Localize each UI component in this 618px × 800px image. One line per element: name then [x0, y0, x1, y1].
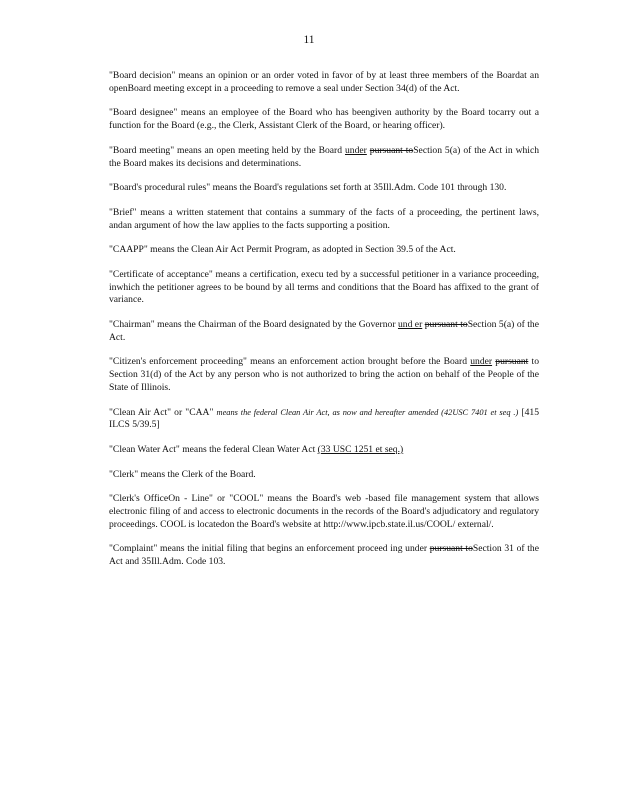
text-segment: to Section 31(d) of the Act by any person who is not authorized to bring the action on behalf of the People of the State of Illinois. — [109, 356, 539, 393]
definition-paragraph — [109, 145, 539, 171]
text-segment: "Certificate of acceptance" means a certification, execu ted by a successful petitioner in a variance proceeding, inwhich the petitioner agrees to be bound by all terms and conditions that the Board has affixed to the grant of variance. — [109, 268, 539, 306]
deleted-text: pursuant to — [424, 318, 468, 330]
inserted-text: under — [344, 144, 367, 156]
italic-text: means the federal Clean Air Act, as now and hereafter amended (42USC 7401 et seq .) — [216, 407, 519, 417]
text-segment: "Complaint" means the initial filing that begins an enforcement proceed ing under — [109, 543, 430, 555]
text-segment: "Board decision" means an opinion or an order voted in favor of by at least three members of the Boardat an openBoard meeting except in a proceeding to remove a seal under Section 34(d) of the Act. — [109, 70, 539, 94]
definition-paragraph — [109, 543, 539, 569]
definition-paragraph — [109, 244, 539, 257]
text-segment: "Brief" means a written statement that contains a summary of the facts of a proceeding, the pertinent laws, andan argument of how the law applies to the facts supporting a position. — [109, 206, 539, 231]
text-segment: "CAAPP" means the Clean Air Act Permit Program, as adopted in Section 39.5 of the Act. — [109, 244, 456, 256]
definition-paragraph — [109, 269, 539, 307]
document-body — [109, 70, 539, 581]
text-segment: "Citizen's enforcement proceeding" means an enforcement action brought before the Board — [109, 356, 471, 368]
text-segment: "Chairman" means the Chairman of the Board designated by the Governor — [109, 318, 398, 330]
text-segment: "Board meeting" means an open meeting held by the Board — [109, 144, 345, 156]
text-segment: "Clean Water Act" means the federal Clean Water Act — [109, 443, 318, 455]
page-number: 11 — [303, 34, 315, 46]
inserted-text: under — [470, 356, 493, 368]
text-segment: "Board designee" means an employee of the Board who has beengiven authority by the Board tocarry out a function for the Board (e.g., the Clerk, Assistant Clerk of the Board, or hearing officer). — [109, 107, 539, 132]
deleted-text: pursuant — [495, 356, 529, 368]
inserted-text: (33 USC 1251 et seq.) — [317, 443, 404, 455]
text-segment: "Board's procedural rules" means the Board's regulations set forth at 35Ill.Adm. Code 101 through 130. — [109, 182, 507, 194]
deleted-text: pursuant to — [369, 144, 414, 156]
deleted-text: pursuant to — [429, 543, 473, 555]
definition-paragraph — [109, 207, 539, 233]
definition-paragraph — [109, 444, 539, 457]
definition-paragraph — [109, 107, 539, 133]
definition-paragraph — [109, 469, 539, 482]
text-segment: Section 5(a) of the Act. — [109, 318, 539, 343]
text-segment: "Clerk's OfficeOn - Line" or "COOL" means the Board's web -based file management system that allows electronic filing of and access to electronic documents in the records of the Board's adjudicatory and regulatory proceedings. COOL is locatedon the Board's website at http://www.ipcb.state.il.us/COOL/ external/. — [109, 493, 539, 530]
definition-paragraph — [109, 493, 539, 531]
text-segment: [415 ILCS 5/39.5] — [109, 406, 539, 431]
definition-paragraph — [109, 407, 539, 433]
definition-paragraph — [109, 182, 539, 195]
inserted-text: und er — [397, 318, 423, 330]
definition-paragraph — [109, 70, 539, 96]
text-segment: Section 31 of the Act and 35Ill.Adm. Code 103. — [109, 543, 539, 568]
text-segment: "Clerk" means the Clerk of the Board. — [109, 468, 256, 480]
text-segment: Section 5(a) of the Act in which the Board makes its decisions and determinations. — [109, 144, 540, 169]
definition-paragraph — [109, 356, 539, 394]
text-segment: "Clean Air Act" or "CAA" — [109, 406, 217, 418]
definition-paragraph — [109, 319, 539, 345]
